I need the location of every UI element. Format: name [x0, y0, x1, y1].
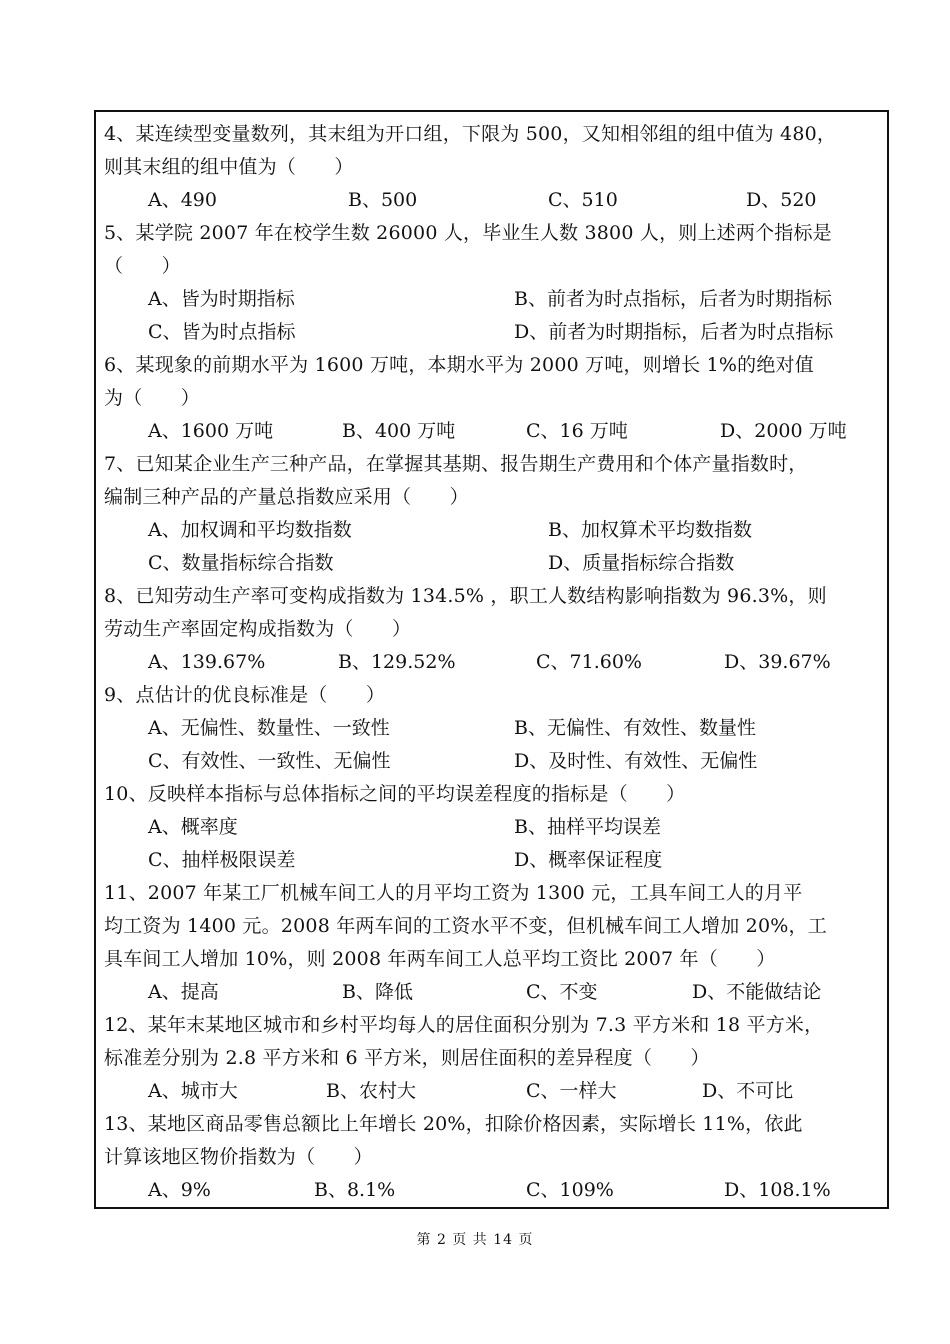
question-11-line1: 11、2007 年某工厂机械车间工人的月平均工资为 1300 元，工具车间工人的月平 — [104, 882, 803, 904]
option-b: B、加权算术平均数指数 — [548, 519, 752, 541]
question-12-options — [104, 1075, 881, 1108]
option-d: D、520 — [746, 189, 817, 211]
question-list — [104, 118, 881, 1207]
question-box — [94, 110, 889, 1209]
question-9-line1: 9、点估计的优良标准是（ ） — [104, 684, 386, 706]
option-a: A、490 — [148, 189, 217, 211]
option-b: B、前者为时点指标，后者为时期指标 — [514, 288, 832, 310]
question-13-line1: 13、某地区商品零售总额比上年增长 20%，扣除价格因素，实际增长 11%，依此 — [104, 1113, 803, 1135]
question-9-options-ab — [104, 712, 881, 745]
option-d: D、108.1% — [724, 1179, 831, 1201]
option-a: A、139.67% — [148, 651, 266, 673]
option-b: B、8.1% — [314, 1179, 396, 1201]
question-6-line2: 为（ ） — [104, 387, 201, 409]
option-b: B、无偏性、有效性、数量性 — [514, 717, 756, 739]
question-12-line1: 12、某年末某地区城市和乡村平均每人的居住面积分别为 7.3 平方米和 18 平方米， — [104, 1014, 824, 1036]
option-c: C、71.60% — [536, 651, 642, 673]
question-8-options — [104, 646, 881, 679]
question-7-line1: 7、已知某企业生产三种产品，在掌握其基期、报告期生产费用和个体产量指数时， — [104, 453, 808, 475]
option-b: B、129.52% — [338, 651, 456, 673]
question-4-line2: 则其末组的组中值为（ ） — [104, 156, 354, 178]
option-a: A、9% — [148, 1179, 211, 1201]
page-footer: 第 2 页 共 14 页 — [416, 1232, 534, 1248]
question-13-line2: 计算该地区物价指数为（ ） — [104, 1146, 373, 1168]
question-8-line2: 劳动生产率固定构成指数为（ ） — [104, 618, 412, 640]
question-5-options-cd — [104, 316, 881, 349]
option-c: C、510 — [548, 189, 618, 211]
question-11-line2: 均工资为 1400 元。2008 年两车间的工资水平不变，但机械车间工人增加 20%，工 — [104, 915, 827, 937]
question-4-line1: 4、某连续型变量数列，其末组为开口组，下限为 500，又知相邻组的组中值为 480， — [104, 123, 837, 145]
option-d: D、2000 万吨 — [720, 420, 847, 442]
option-c: C、不变 — [526, 981, 598, 1003]
option-b: B、500 — [348, 189, 418, 211]
option-d: D、概率保证程度 — [514, 849, 663, 871]
question-7-options-cd — [104, 547, 881, 580]
question-12-line2: 标准差分别为 2.8 平方米和 6 平方米，则居住面积的差异程度（ ） — [104, 1047, 710, 1069]
question-9-options-cd — [104, 745, 881, 778]
question-11-options — [104, 976, 881, 1009]
option-b: B、抽样平均误差 — [514, 816, 661, 838]
option-b: B、降低 — [342, 981, 413, 1003]
option-d: D、质量指标综合指数 — [548, 552, 735, 574]
option-a: A、1600 万吨 — [148, 420, 274, 442]
option-d: D、39.67% — [724, 651, 831, 673]
question-10-options-cd — [104, 844, 881, 877]
option-c: C、一样大 — [526, 1080, 617, 1102]
option-b: B、400 万吨 — [342, 420, 456, 442]
question-11-line3: 具车间工人增加 10%，则 2008 年两车间工人总平均工资比 2007 年（ ） — [104, 948, 776, 970]
option-d: D、不能做结论 — [692, 981, 822, 1003]
option-a: A、皆为时期指标 — [148, 288, 295, 310]
question-7-options-ab — [104, 514, 881, 547]
question-6-line1: 6、某现象的前期水平为 1600 万吨，本期水平为 2000 万吨，则增长 1%的绝对值 — [104, 354, 814, 376]
question-4-options — [104, 184, 881, 217]
question-13-options — [104, 1174, 881, 1207]
option-d: D、及时性、有效性、无偏性 — [514, 750, 758, 772]
question-6-options — [104, 415, 881, 448]
option-c: C、皆为时点指标 — [148, 321, 296, 343]
question-7-line2: 编制三种产品的产量总指数应采用（ ） — [104, 486, 469, 508]
option-c: C、109% — [526, 1179, 614, 1201]
option-c: C、有效性、一致性、无偏性 — [148, 750, 391, 772]
question-5-options-ab — [104, 283, 881, 316]
question-5-line1: 5、某学院 2007 年在校学生数 26000 人，毕业生人数 3800 人，则上述两个指标是 — [104, 222, 832, 244]
option-c: C、16 万吨 — [526, 420, 628, 442]
question-10-line1: 10、反映样本指标与总体指标之间的平均误差程度的指标是（ ） — [104, 783, 686, 805]
option-b: B、农村大 — [326, 1080, 416, 1102]
question-8-line1: 8、已知劳动生产率可变构成指数为 134.5% ，职工人数结构影响指数为 96.3%，则 — [104, 585, 827, 607]
option-a: A、加权调和平均数指数 — [148, 519, 352, 541]
option-c: C、抽样极限误差 — [148, 849, 296, 871]
option-d: D、前者为时期指标，后者为时点指标 — [514, 321, 834, 343]
option-a: A、概率度 — [148, 816, 238, 838]
option-c: C、数量指标综合指数 — [148, 552, 334, 574]
question-5-line2: （ ） — [104, 255, 181, 277]
option-a: A、无偏性、数量性、一致性 — [148, 717, 390, 739]
option-d: D、不可比 — [702, 1080, 794, 1102]
option-a: A、城市大 — [148, 1080, 238, 1102]
option-a: A、提高 — [148, 981, 219, 1003]
question-10-options-ab — [104, 811, 881, 844]
